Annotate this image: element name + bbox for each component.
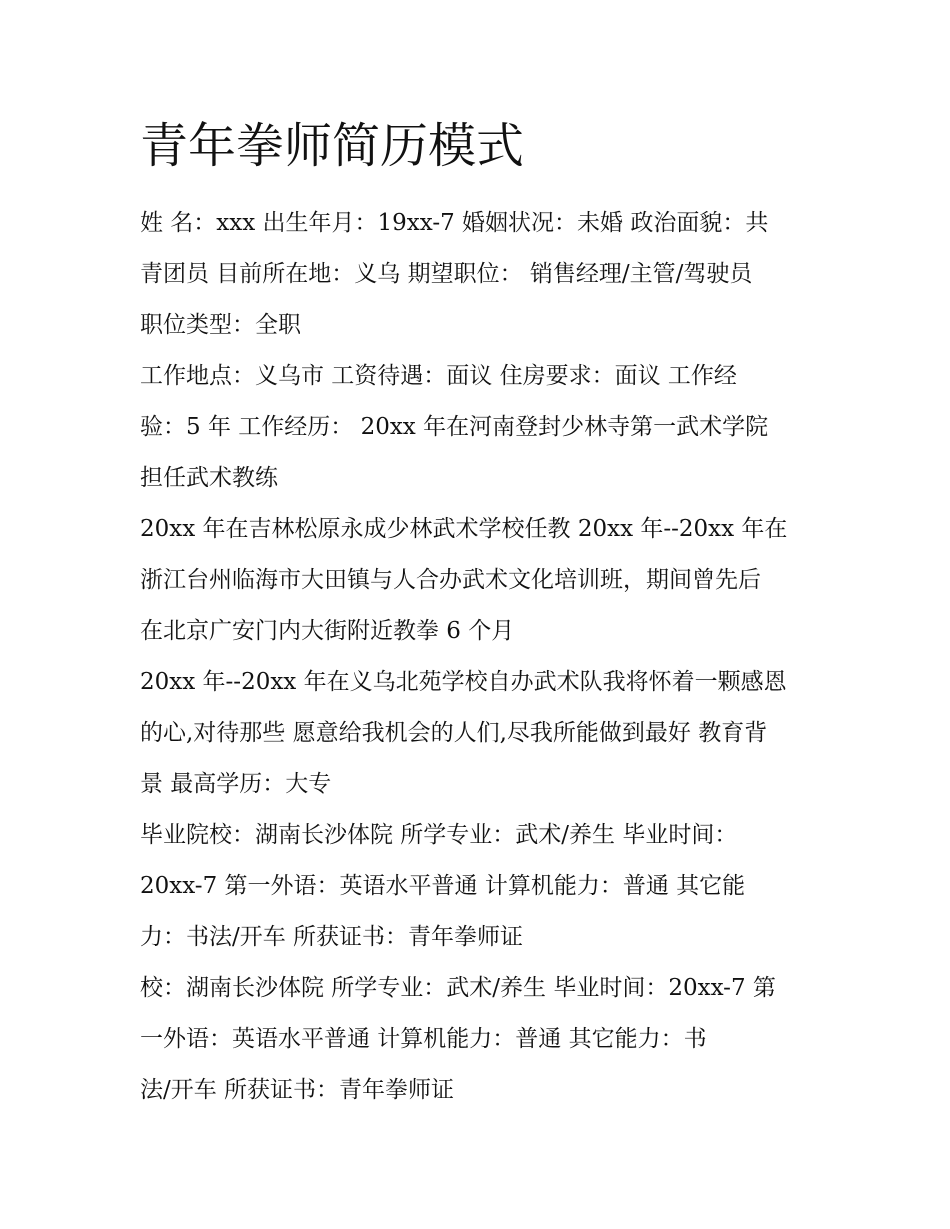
body-line-12: 景 最高学历：大专: [140, 771, 332, 797]
body-line-4: 工作地点：义乌市 工资待遇：面议 住房要求：面议 工作经: [140, 363, 737, 389]
body-line-18: 法/开车 所获证书：青年拳师证: [140, 1077, 455, 1103]
body-line-16: 校：湖南长沙体院 所学专业：武术/养生 毕业时间：20xx-7 第: [140, 975, 776, 1001]
body-line-3: 职位类型：全职: [140, 312, 301, 338]
body-line-14: 20xx-7 第一外语：英语水平普通 计算机能力：普通 其它能: [140, 873, 746, 899]
body-line-13: 毕业院校：湖南长沙体院 所学专业：武术/养生 毕业时间：: [140, 822, 738, 848]
body-line-10: 20xx 年--20xx 年在义乌北苑学校自办武术队我将怀着一颗感恩: [140, 669, 787, 695]
body-line-7: 20xx 年在吉林松原永成少林武术学校任教 20xx 年--20xx 年在: [140, 516, 788, 542]
body-line-17: 一外语：英语水平普通 计算机能力：普通 其它能力：书: [140, 1026, 707, 1052]
body-line-6: 担任武术教练: [140, 465, 278, 491]
document-title: 青年拳师简历模式: [140, 118, 525, 174]
body-line-15: 力：书法/开车 所获证书：青年拳师证: [140, 924, 524, 950]
body-line-2: 青团员 目前所在地：义乌 期望职位： 销售经理/主管/驾驶员: [140, 261, 753, 287]
body-line-8: 浙江台州临海市大田镇与人合办武术文化培训班，期间曾先后: [140, 567, 761, 593]
body-line-5: 验：5 年 工作经历： 20xx 年在河南登封少林寺第一武术学院: [140, 414, 769, 440]
body-line-1: 姓 名：xxx 出生年月：19xx-7 婚姻状况：未婚 政治面貌：共: [140, 210, 769, 236]
document-body: [140, 198, 830, 1116]
body-line-11: 的心,对待那些 愿意给我机会的人们,尽我所能做到最好 教育背: [140, 720, 768, 746]
body-line-9: 在北京广安门内大街附近教拳 6 个月: [140, 618, 515, 644]
